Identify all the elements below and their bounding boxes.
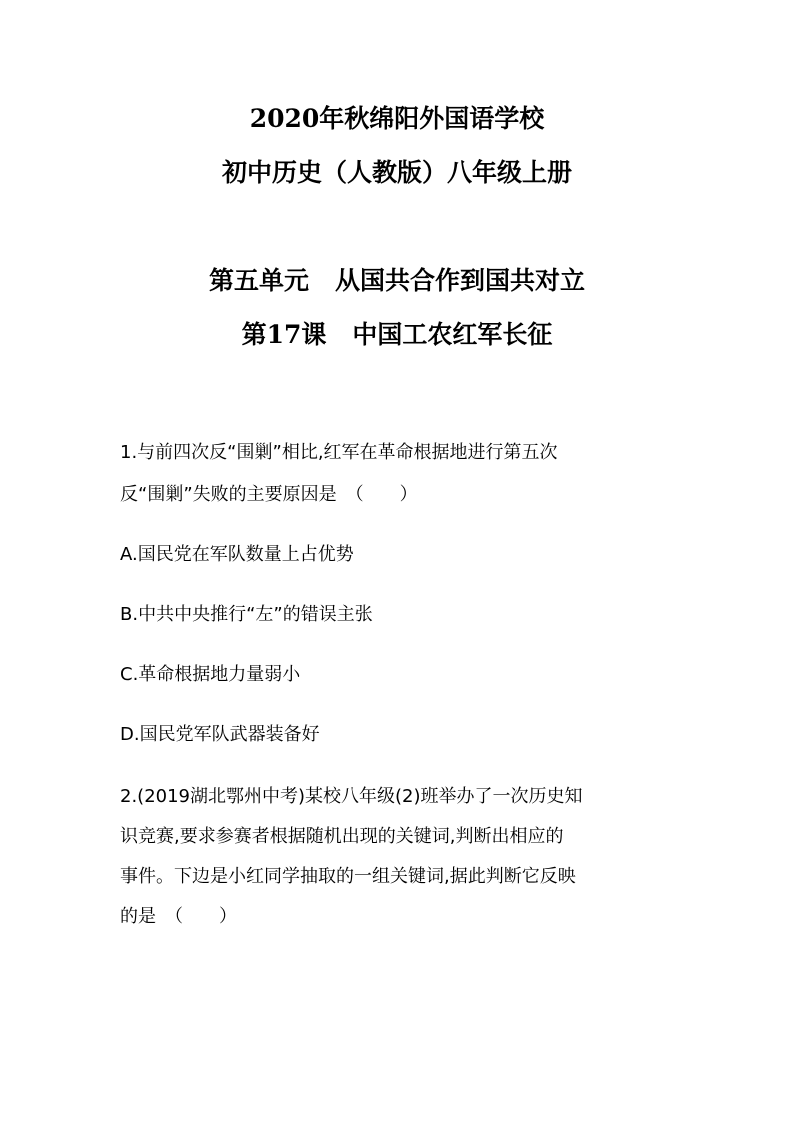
unit-label: 第五单元 bbox=[208, 266, 309, 295]
question-1-stem-line-1: 1.与前四次反“围剿”相比,红军在革命根据地进行第五次 bbox=[120, 442, 558, 463]
unit-heading bbox=[0, 266, 794, 296]
question-1-option-a: A.国民党在军队数量上占优势 bbox=[120, 544, 354, 565]
question-2-stem-line-4: 的是 （ ） bbox=[120, 906, 237, 927]
question-2-stem-line-3: 事件。下边是小红同学抽取的一组关键词,据此判断它反映 bbox=[120, 866, 576, 887]
question-1-option-b: B.中共中央推行“左”的错误主张 bbox=[120, 604, 373, 625]
lesson-heading bbox=[0, 320, 794, 350]
question-1-option-c: C.革命根据地力量弱小 bbox=[120, 664, 301, 685]
unit-title: 从国共合作到国共对立 bbox=[335, 266, 586, 295]
question-1-option-d: D.国民党军队武器装备好 bbox=[120, 724, 320, 745]
school-title: 2020年秋绵阳外国语学校 bbox=[249, 104, 545, 133]
book-title: 初中历史（人教版）八年级上册 bbox=[221, 158, 572, 187]
question-1-stem-line-2: 反“围剿”失败的主要原因是 （ ） bbox=[120, 484, 418, 505]
question-2-stem-line-1: 2.(2019湖北鄂州中考)某校八年级(2)班举办了一次历史知 bbox=[120, 786, 583, 807]
lesson-title: 中国工农红军长征 bbox=[352, 320, 553, 349]
lesson-label: 第17课 bbox=[241, 320, 327, 349]
question-2-stem-line-2: 识竞赛,要求参赛者根据随机出现的关键词,判断出相应的 bbox=[120, 826, 564, 847]
